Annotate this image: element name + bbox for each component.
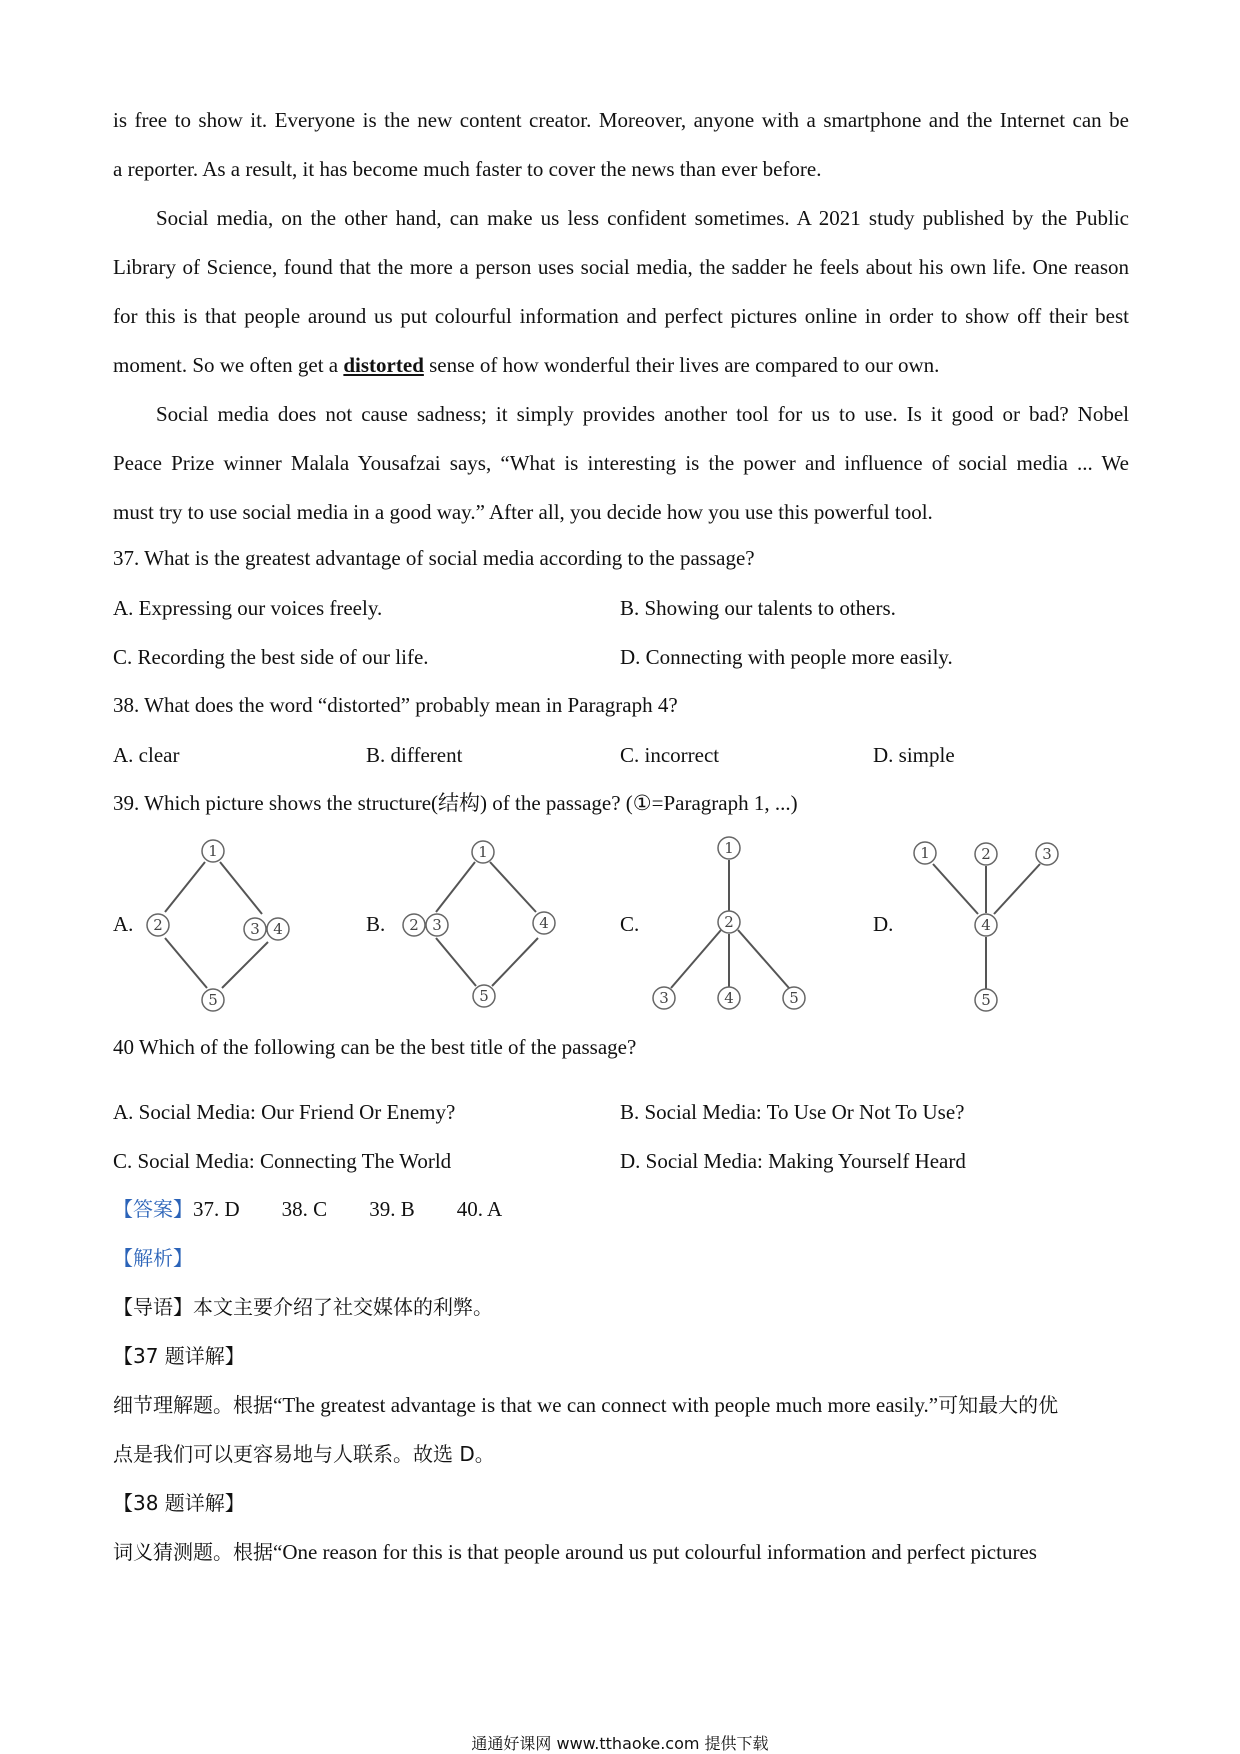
node-label: 5 bbox=[479, 987, 489, 1005]
question-39-option-a-label: A. bbox=[113, 912, 134, 936]
question-38-option-c: C. incorrect bbox=[620, 743, 720, 767]
text-segment: sense of how wonderful their lives are compared to our own. bbox=[423, 353, 940, 377]
answer-line bbox=[113, 1194, 502, 1224]
node-label: 1 bbox=[724, 839, 734, 857]
text-line: Peace Prize winner Malala Yousafzai says, “What is interesting is the power and influence of social media ... We bbox=[113, 451, 1129, 475]
detail-37-line-1 bbox=[113, 1390, 1058, 1420]
question-38-option-b: B. different bbox=[366, 743, 463, 767]
analysis-tag: 【解析】 bbox=[113, 1246, 193, 1270]
text-line: is free to show it. Everyone is the new content creator. Moreover, anyone with a smartphone and the Internet can be bbox=[113, 108, 1129, 132]
node-label: 5 bbox=[208, 991, 218, 1009]
answer-38: 38. C bbox=[281, 1197, 328, 1221]
node-label: 5 bbox=[981, 991, 991, 1009]
question-40-option-d: D. Social Media: Making Yourself Heard bbox=[620, 1149, 966, 1173]
text-line: a reporter. As a result, it has become much faster to cover the news than ever before. bbox=[113, 157, 822, 181]
text-segment: 细节理解题。根据 bbox=[113, 1393, 273, 1417]
node-label: 2 bbox=[409, 916, 419, 934]
page-footer: 通通好课网 www.tthaoke.com 提供下载 bbox=[471, 1734, 769, 1753]
node-label: 2 bbox=[724, 913, 734, 931]
node-label: 1 bbox=[478, 843, 488, 861]
text-line: must try to use social media in a good way.” After all, you decide how you use this powerful tool. bbox=[113, 500, 933, 524]
detail-38-heading: 【38 题详解】 bbox=[113, 1491, 245, 1515]
intro-text: 本文主要介绍了社交媒体的利弊。 bbox=[193, 1295, 493, 1319]
node-label: 3 bbox=[659, 989, 669, 1007]
highlighted-word: distorted bbox=[343, 353, 424, 377]
question-39-option-b-label: B. bbox=[366, 912, 386, 936]
question-38-option-a: A. clear bbox=[113, 743, 180, 767]
question-37-stem: 37. What is the greatest advantage of social media according to the passage? bbox=[113, 546, 755, 570]
question-40-option-b: B. Social Media: To Use Or Not To Use? bbox=[620, 1100, 965, 1124]
node-label: 3 bbox=[432, 916, 442, 934]
detail-37-line-2: 点是我们可以更容易地与人联系。故选 D。 bbox=[113, 1442, 495, 1466]
question-37-option-c: C. Recording the best side of our life. bbox=[113, 645, 429, 669]
intro-tag: 【导语】 bbox=[113, 1295, 193, 1319]
text-line: for this is that people around us put colourful information and perfect pictures online in order to show off their best bbox=[113, 304, 1129, 328]
question-37-option-d: D. Connecting with people more easily. bbox=[620, 645, 953, 669]
node-label: 5 bbox=[789, 989, 799, 1007]
answer-37: 37. D bbox=[193, 1197, 240, 1221]
diagram-edge bbox=[994, 864, 1040, 914]
question-38-stem: 38. What does the word “distorted” probably mean in Paragraph 4? bbox=[113, 693, 678, 717]
node-label: 2 bbox=[153, 916, 163, 934]
text-line: Social media does not cause sadness; it simply provides another tool for us to use. Is it good or bad? Nobel bbox=[156, 402, 1129, 426]
node-label: 1 bbox=[208, 842, 218, 860]
quoted-sentence: “One reason for this is that people around us put colourful information and perfect pictures bbox=[273, 1540, 1037, 1564]
node-label: 2 bbox=[981, 845, 991, 863]
detail-37-heading: 【37 题详解】 bbox=[113, 1344, 245, 1368]
question-39-option-c-label: C. bbox=[620, 912, 640, 936]
answer-39: 39. B bbox=[369, 1197, 415, 1221]
question-37-option-a: A. Expressing our voices freely. bbox=[113, 596, 383, 620]
question-40-option-a: A. Social Media: Our Friend Or Enemy? bbox=[113, 1100, 456, 1124]
intro-line bbox=[113, 1292, 493, 1322]
question-39-option-d-label: D. bbox=[873, 912, 894, 936]
text-segment: moment. So we often get a bbox=[113, 353, 344, 377]
detail-38-line-1 bbox=[113, 1537, 1037, 1567]
node-label: 3 bbox=[1042, 845, 1052, 863]
node-label: 4 bbox=[273, 920, 283, 938]
question-38-option-d: D. simple bbox=[873, 743, 955, 767]
node-label: 1 bbox=[920, 844, 930, 862]
answer-40: 40. A bbox=[456, 1197, 503, 1221]
question-37-option-b: B. Showing our talents to others. bbox=[620, 596, 896, 620]
node-label: 3 bbox=[250, 920, 260, 938]
question-40-option-c: C. Social Media: Connecting The World bbox=[113, 1149, 452, 1173]
text-segment: 词义猜测题。根据 bbox=[113, 1540, 273, 1564]
text-line: Social media, on the other hand, can make us less confident sometimes. A 2021 study published by the Public bbox=[156, 206, 1129, 230]
quoted-sentence: “The greatest advantage is that we can connect with people much more easily.” bbox=[273, 1393, 939, 1417]
question-40-stem: 40 Which of the following can be the best title of the passage? bbox=[113, 1035, 637, 1059]
node-label: 4 bbox=[539, 914, 549, 932]
node-label: 4 bbox=[981, 916, 991, 934]
question-39-stem: 39. Which picture shows the structure(结构) of the passage? (①=Paragraph 1, ...) bbox=[113, 791, 798, 815]
answer-tag: 【答案】 bbox=[113, 1197, 193, 1221]
node-label: 4 bbox=[724, 989, 734, 1007]
diagram-edge bbox=[933, 864, 978, 914]
text-line: Library of Science, found that the more a person uses social media, the sadder he feels about his own life. One reason bbox=[113, 255, 1129, 279]
text-segment: 可知最大的优 bbox=[938, 1393, 1059, 1417]
